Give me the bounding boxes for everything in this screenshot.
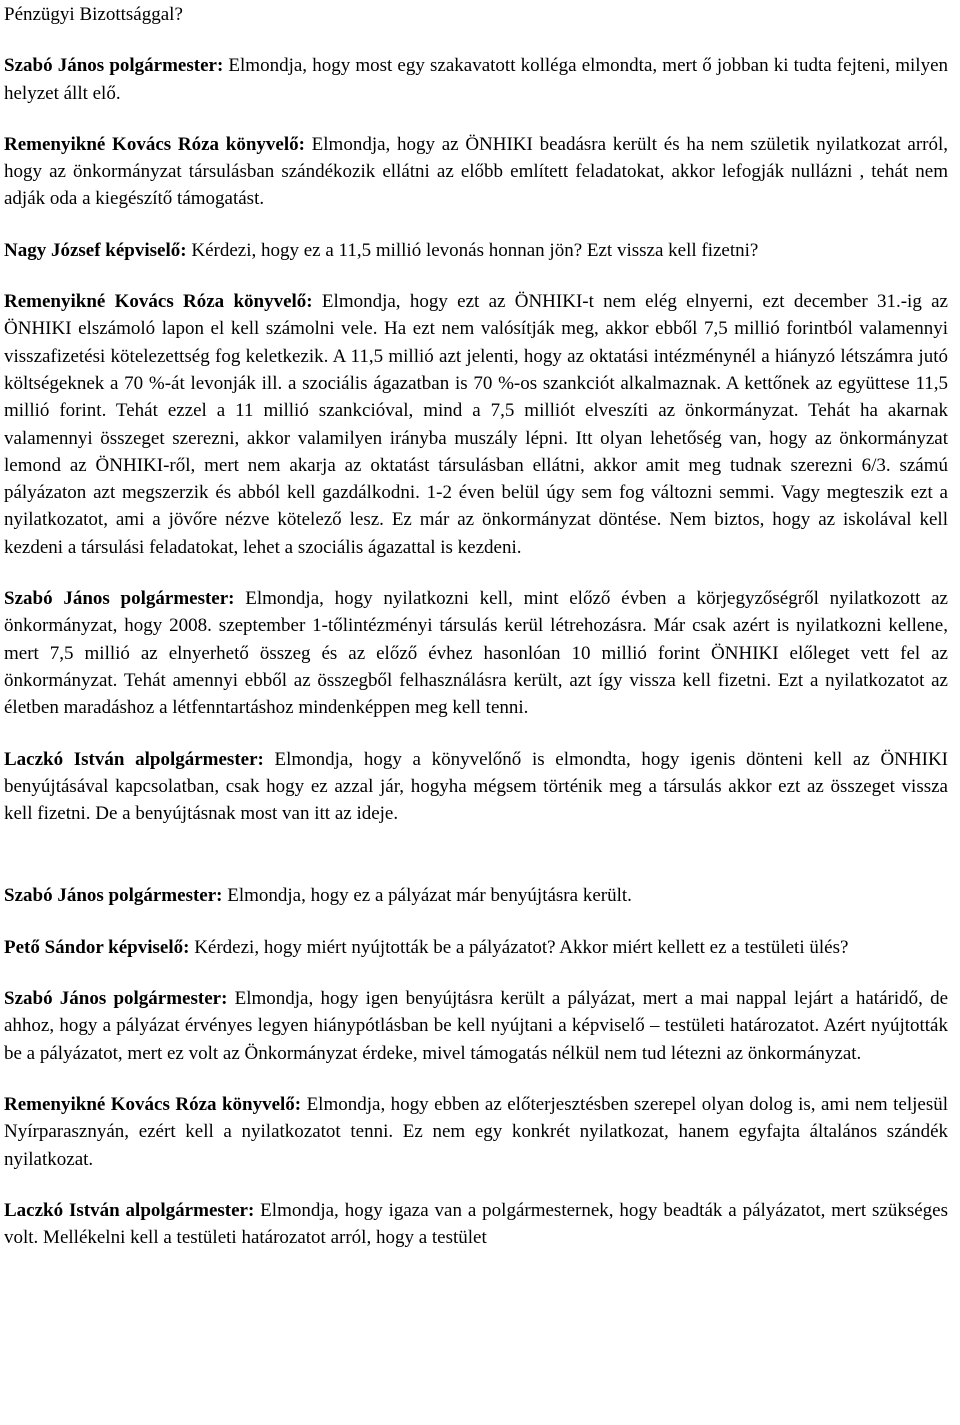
paragraph-text: Elmondja, hogy ez a pályázat már benyújtásra került.: [222, 885, 632, 907]
paragraph-text: Elmondja, hogy nyilatkozni kell, mint előző évben a körjegyzőségről nyilatkozott az önkormányzat, hogy 2008. szeptember 1-tőlintézményi társulás kerül létrehozásra. Már csak azért is nyilatkozni kellene, mert 7,5 millió az elnyerhető összeg és az előző évhez hasonlóan 10 millió forint ÖNHIKI előleget vett fel az önkormányzat. Tehát amennyi ebből az összegből felhasználásra került, azt így vissza kell fizetni. Ezt a nyilatkozatot az életben maradáshoz a létfenntartáshoz mindenképpen meg kell tenni.: [4, 588, 948, 719]
paragraph-text: Kérdezi, hogy miért nyújtották be a pályázatot? Akkor miért kellett ez a testületi ülés?: [189, 936, 849, 958]
paragraph-text: Elmondja, hogy ezt az ÖNHIKI-t nem elég elnyerni, ezt december 31.-ig az ÖNHIKI elszámoló lapon el kell számolni vele. Ha ezt nem valósítják meg, akkor ebből 7,5 millió forintból valamennyi visszafizetési kötelezettség fog keletkezik. A 11,5 millió azt jelenti, hogy az oktatási intézménynél a hiányzó létszámra jutó költségeknek a 70 %-át levonják ill. a szociális ágazatban is 70 %-os szankciót alkalmaznak. A kettőnek az együttese 11,5 millió forint. Tehát ezzel a 11 millió szankcióval, mind a 7,5 milliót elveszíti az önkormányzat. Tehát ha akarnak valamennyi összeget szerezni, akkor valamilyen irányba muszály lépni. Itt olyan lehetőség van, hogy az önkormányzat lemond az ÖNHIKI-ről, mert nem akarja az oktatást társulásban ellátni, akkor amit meg tudnak szerezni 6/3. számú pályázaton azt megszerzik és abból kell gazdálkodni. 1-2 éven belül úgy sem fog változni semmi. Vagy megteszik ezt a nyilatkozatot, ami a jövőre nézve kötelező lesz. Ez már az önkormányzat döntése. Nem biztos, hogy az iskolával kell kezdeni a társulási feladatokat, lehet a szociális ágazattal is kezdeni.: [4, 291, 948, 558]
paragraph-text: Elmondja, hogy az ÖNHIKI beadásra került és ha nem születik nyilatkozat arról, hogy az önkormányzat társulásban szándékozik ellátni az előbb említett feladatokat, akkor lefogják nullázni , tehát nem adják oda a kiegészítő támogatást.: [4, 133, 949, 210]
paragraph-5: [4, 288, 948, 561]
paragraph-2: [4, 52, 948, 107]
speaker-name: Remenyikné Kovács Róza könyvelő:: [4, 133, 305, 155]
speaker-name: Pető Sándor képviselő:: [4, 936, 190, 958]
speaker-name: Szabó János polgármester:: [4, 55, 224, 77]
paragraph-text: Elmondja, hogy igaza van a polgármesternek, hogy beadták a pályázatot, mert szükséges volt. Mellékelni kell a testületi határozatot arról, hogy a testület: [4, 1199, 948, 1249]
paragraph-text: Kérdezi, hogy ez a 11,5 millió levonás honnan jön? Ezt vissza kell fizetni?: [186, 239, 759, 261]
paragraph-10: [4, 985, 948, 1067]
paragraph-text: Elmondja, hogy most egy szakavatott kolléga elmondta, mert ő jobban ki tudta fejteni, milyen helyzet állt elő.: [4, 55, 949, 104]
paragraph-7: [4, 746, 948, 828]
paragraph-text: Elmondja, hogy igen benyújtásra került a pályázat, mert a mai nappal lejárt a határidő, de ahhoz, hogy a pályázat érvényes legyen hiánypótlásban be kell nyújtani a képviselő – testületi határozatot. Azért nyújtották be a pályázatot, mert ez volt az Önkormányzat érdeke, mivel támogatás nélkül nem tud létezni az önkormányzat.: [4, 988, 948, 1064]
speaker-name: Laczkó István alpolgármester:: [4, 1199, 255, 1221]
paragraph-8: [4, 882, 948, 909]
speaker-name: Laczkó István alpolgármester:: [4, 748, 264, 770]
paragraph-12: [4, 1197, 948, 1252]
speaker-name: Remenyikné Kovács Róza könyvelő:: [4, 291, 313, 313]
paragraph-6: [4, 585, 948, 721]
paragraph-3: [4, 131, 948, 213]
paragraph-4: [4, 237, 948, 264]
paragraph-1: [4, 1, 948, 28]
paragraph-text: Elmondja, hogy ebben az előterjesztésben szerepel olyan dolog is, ami nem teljesül Nyírparasznyán, ezért kell a nyilatkozatot tenni. Ez nem egy konkrét nyilatkozat, hanem egyfajta általános szándék nyilatkozat.: [4, 1093, 948, 1170]
paragraph-text: Pénzügyi Bizottsággal?: [4, 4, 183, 25]
speaker-name: Nagy József képviselő:: [4, 239, 187, 261]
speaker-name: Szabó János polgármester:: [4, 588, 235, 610]
speaker-name: Szabó János polgármester:: [4, 885, 223, 907]
paragraph-11: [4, 1091, 948, 1173]
speaker-name: Szabó János polgármester:: [4, 988, 228, 1010]
speaker-name: Remenyikné Kovács Róza könyvelő:: [4, 1093, 302, 1115]
paragraph-9: [4, 934, 948, 961]
paragraph-text: Elmondja, hogy a könyvelőnő is elmondta, hogy igenis dönteni kell az ÖNHIKI benyújtásával kapcsolatban, csak hogy ez azzal jár, hogyha mégsem történik meg a társulás akkor ezt az összeget vissza kell fizetni. De a benyújtásnak most van itt az ideje.: [4, 748, 948, 825]
